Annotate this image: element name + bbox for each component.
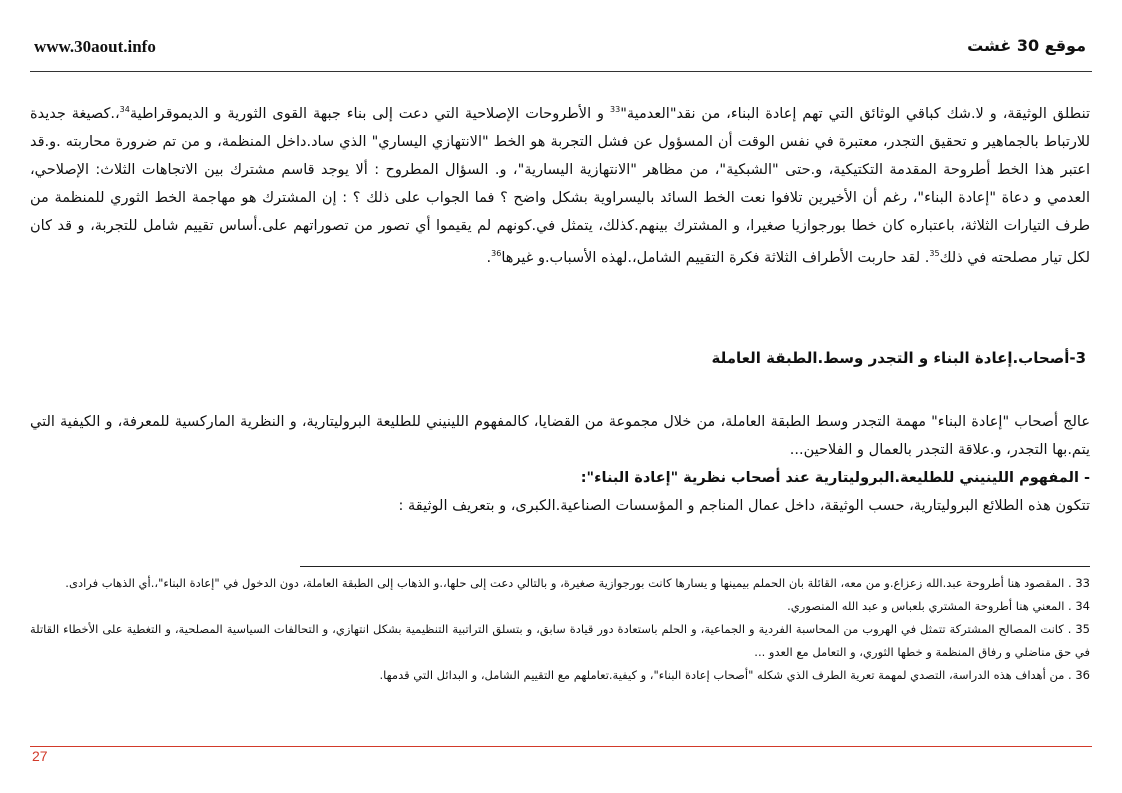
paragraph-1-text-b: و الأطروحات الإصلاحية التي دعت إلى بناء جبهة القوى الثورية و الديموقراطية <box>129 105 610 122</box>
footnotes-section <box>30 572 1090 687</box>
paragraph-2-bold-subheading: - المفهوم اللينيني للطليعة.البروليتارية عند أصحاب نظرية "إعادة البناء": <box>580 470 1090 486</box>
paragraph-2 <box>30 408 1090 520</box>
footnote-ref-34[interactable]: 34 <box>119 105 130 114</box>
footnote-34: 34 . المعني هنا أطروحة المشتري بلعباس و عبد الله المنصوري. <box>787 599 1090 613</box>
paragraph-2-main: عالج أصحاب "إعادة البناء" مهمة التجدر وسط الطبقة العاملة، من خلال مجموعة من القضايا، كالمفهوم اللينيني للطليعة البروليتارية، و النظرية الماركسية للمعرفة، و الكيفية التي يتم.بها التجدر، و.علاقة التجدر بالعمال و الفلاحين... <box>30 414 1090 458</box>
footnote-36: 36 . من أهداف هذه الدراسة، التصدي لمهمة تعرية الطرف الذي شكله "أصحاب إعادة البناء"، و كيفية.تعاملهم مع التقييم الشامل، و البدائل التي قدمها. <box>379 668 1090 682</box>
page-number: 27 <box>32 748 48 764</box>
footnote-ref-33[interactable]: 33 <box>610 105 621 114</box>
paragraph-1-text-c: ،.كصيغة جديدة للارتباط بالجماهير و تحقيق التجدر، معتبرة في نفس الوقت أن المسؤول عن فشل التجربة هو الخط "الانتهازي اليساري" الذي ساد.داخل المنظمة، و من تم ضرورة محاربته .و.قد اعتبر هذا الخط أطروحة المقدمة التكتيكية، و.حتى "الشبكية"، من مظاهر "الانتهازية اليسارية"، و. السؤال المطروح : ألا يوجد قاسم مشترك بين الاتجاهات الثلاث: الإصلاحي، العدمي و دعاة "إعادة البناء"، رغم أن الأخيرين تلافوا نعت الخط السائد باليسراوية بشكل واضح ؟ فما الجواب على ذلك ؟ : إن المشترك هو مهاجمة الخط الثوري للمنظمة من طرف التيارات الثلاثة، باعتباره كان خطا بورجوازيا صغيرا، و المشترك بينهم.كذلك، يتمثل في.كونهم لم يقيموا أي تصور من تصوراتهم على.أساس تقييم شامل للتجربة، و قد كان لكل تيار مصلحته في ذلك <box>30 105 1090 266</box>
paragraph-1 <box>30 96 1090 272</box>
footnote-ref-36[interactable]: 36 <box>491 248 502 258</box>
page-header-title: موقع 30 غشت <box>967 36 1086 55</box>
footer-divider <box>30 746 1092 747</box>
paragraph-1-text-a: تنطلق الوثيقة، و لا.شك كباقي الوثائق التي تهم إعادة البناء، من نقد"العدمية" <box>620 105 1090 122</box>
site-url: www.30aout.info <box>34 37 156 56</box>
footnote-ref-35[interactable]: 35 <box>929 248 940 258</box>
paragraph-1-text-e: . <box>486 249 492 266</box>
footnote-divider <box>300 566 1090 567</box>
paragraph-1-text-d: . لقد حاربت الأطراف الثلاثة فكرة التقييم الشامل،.لهذه الأسباب.و غيرها <box>501 249 930 266</box>
footnote-35: 35 . كانت المصالح المشتركة تتمثل في الهروب من المحاسبة الفردية و الجماعية، و الحلم باستعادة دور قيادة سابق، و بتسلق التراتبية التنظيمية بشكل انتهازي، و التحالفات السياسية المصلحية، و التغطية على الأخطاء القاتلة في حق مناضلي و رفاق المنظمة و خطها الثوري، و التعامل مع العدو ... <box>30 622 1090 659</box>
footnote-33: 33 . المقصود هنا أطروحة عبد.الله زعزاع.و من معه، القائلة بان الحملم بيمينها و يسارها كانت بورجوازية صغيرة، و بالتالي دعت إلى حلها،.و الذهاب إلى الطبقة العاملة، دون الدخول في "إعادة البناء"،.أي الذهاب فرادى. <box>65 576 1090 590</box>
header-divider <box>30 71 1092 72</box>
section-heading: 3-أصحاب.إعادة البناء و التجدر وسط.الطبقة العاملة <box>711 349 1086 367</box>
paragraph-2-last-line: تتكون هذه الطلائع البروليتارية، حسب الوثيقة، داخل عمال المناجم و المؤسسات الصناعية.الكبرى، و بتعريف الوثيقة : <box>398 498 1090 514</box>
